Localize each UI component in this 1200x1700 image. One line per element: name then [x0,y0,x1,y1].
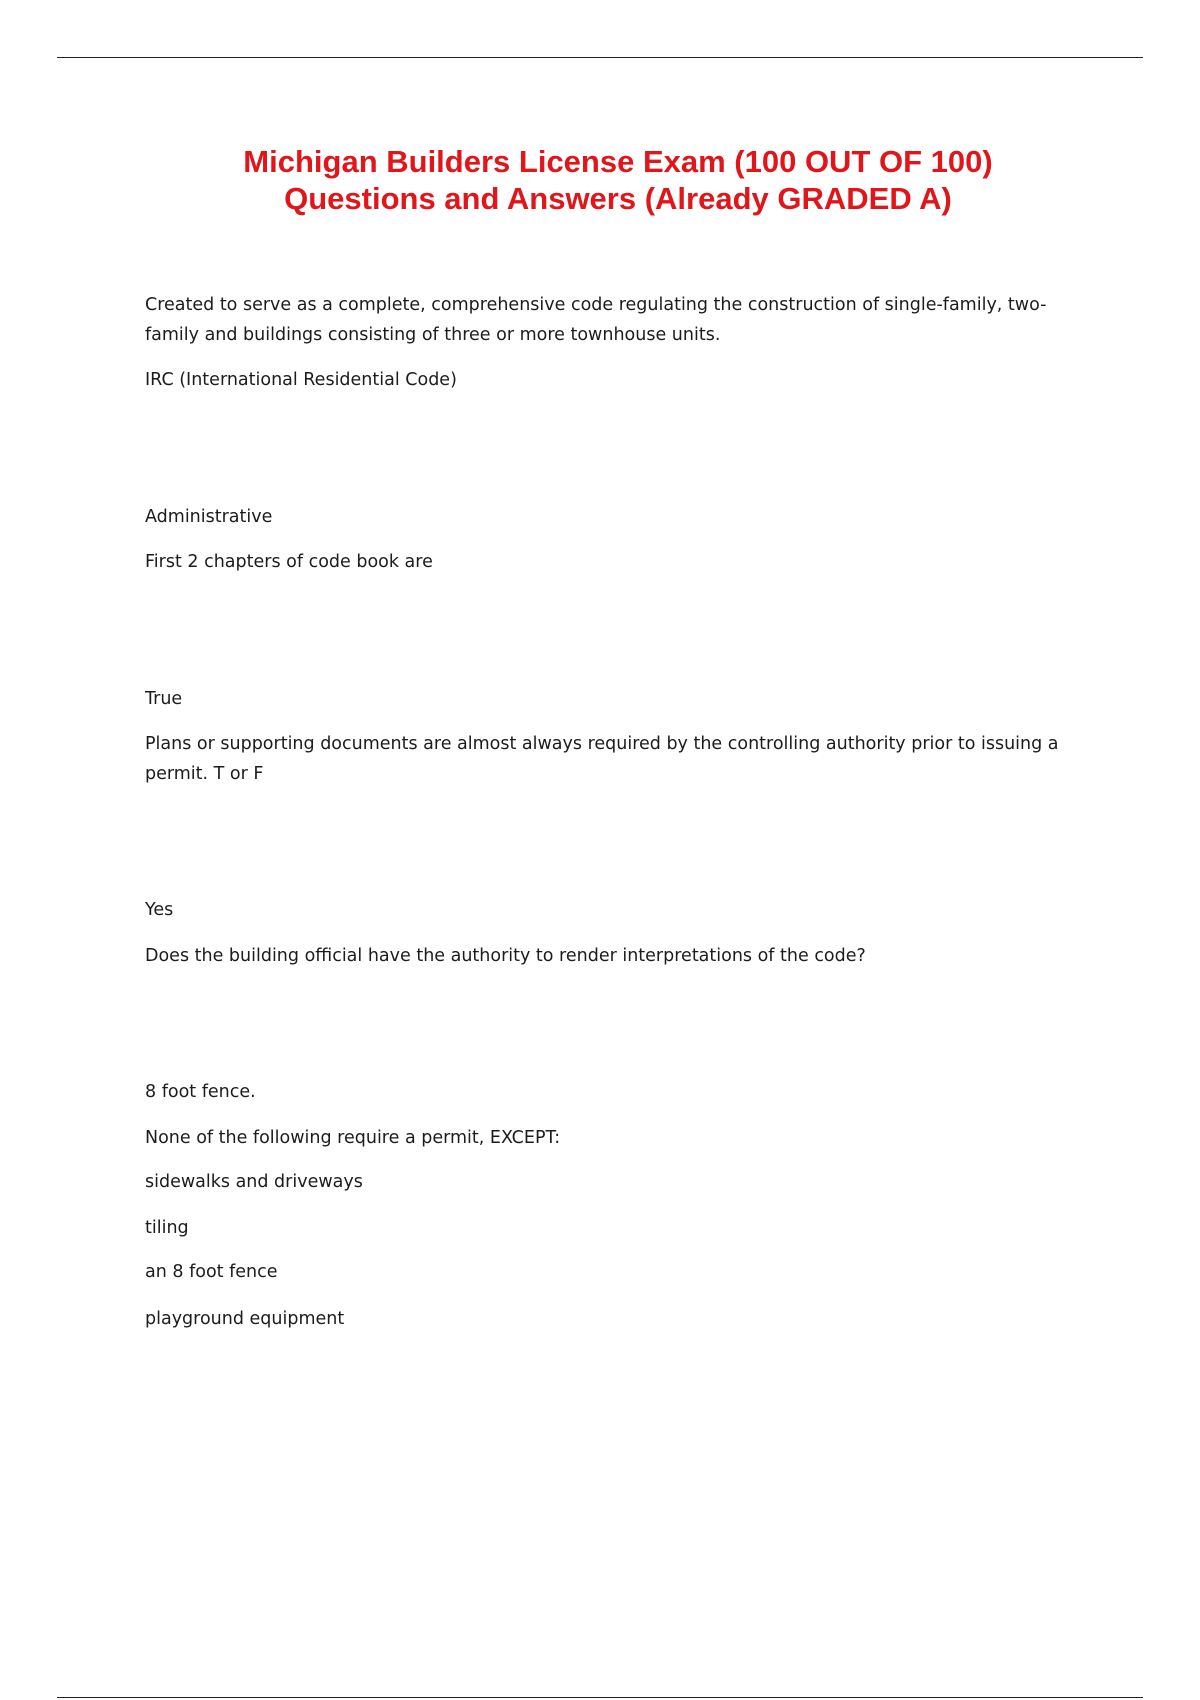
question-text: Does the building official have the authority to render interpretations of the code? [145,946,866,966]
text-line: Plans or supporting documents are almost always required by the controlling authority prior to issuing a [145,734,1059,754]
option-text: tiling [145,1218,189,1238]
answer-text: Yes [145,900,174,920]
option-text: playground equipment [145,1309,345,1329]
option-text: an 8 foot fence [145,1262,278,1282]
title-line-2: Questions and Answers (Already GRADED A) [284,181,952,216]
text-line: Created to serve as a complete, comprehensive code regulating the construction of single-family, two- [145,295,1047,315]
option-text: sidewalks and driveways [145,1172,363,1192]
question-text: None of the following require a permit, EXCEPT: [145,1128,561,1148]
document-title [0,143,1200,217]
question-text [145,290,1090,350]
answer-text: Administrative [145,507,273,527]
text-line: family and buildings consisting of three or more townhouse units. [145,325,721,345]
bottom-rule [57,1697,1143,1698]
title-line-1: Michigan Builders License Exam (100 OUT OF 100) [243,144,993,179]
answer-text: True [145,689,183,709]
question-text: First 2 chapters of code book are [145,552,433,572]
text-line: permit. T or F [145,764,264,784]
answer-text: 8 foot fence. [145,1082,256,1102]
top-rule [57,57,1143,58]
question-text [145,729,1090,789]
answer-text: IRC (International Residential Code) [145,370,457,390]
